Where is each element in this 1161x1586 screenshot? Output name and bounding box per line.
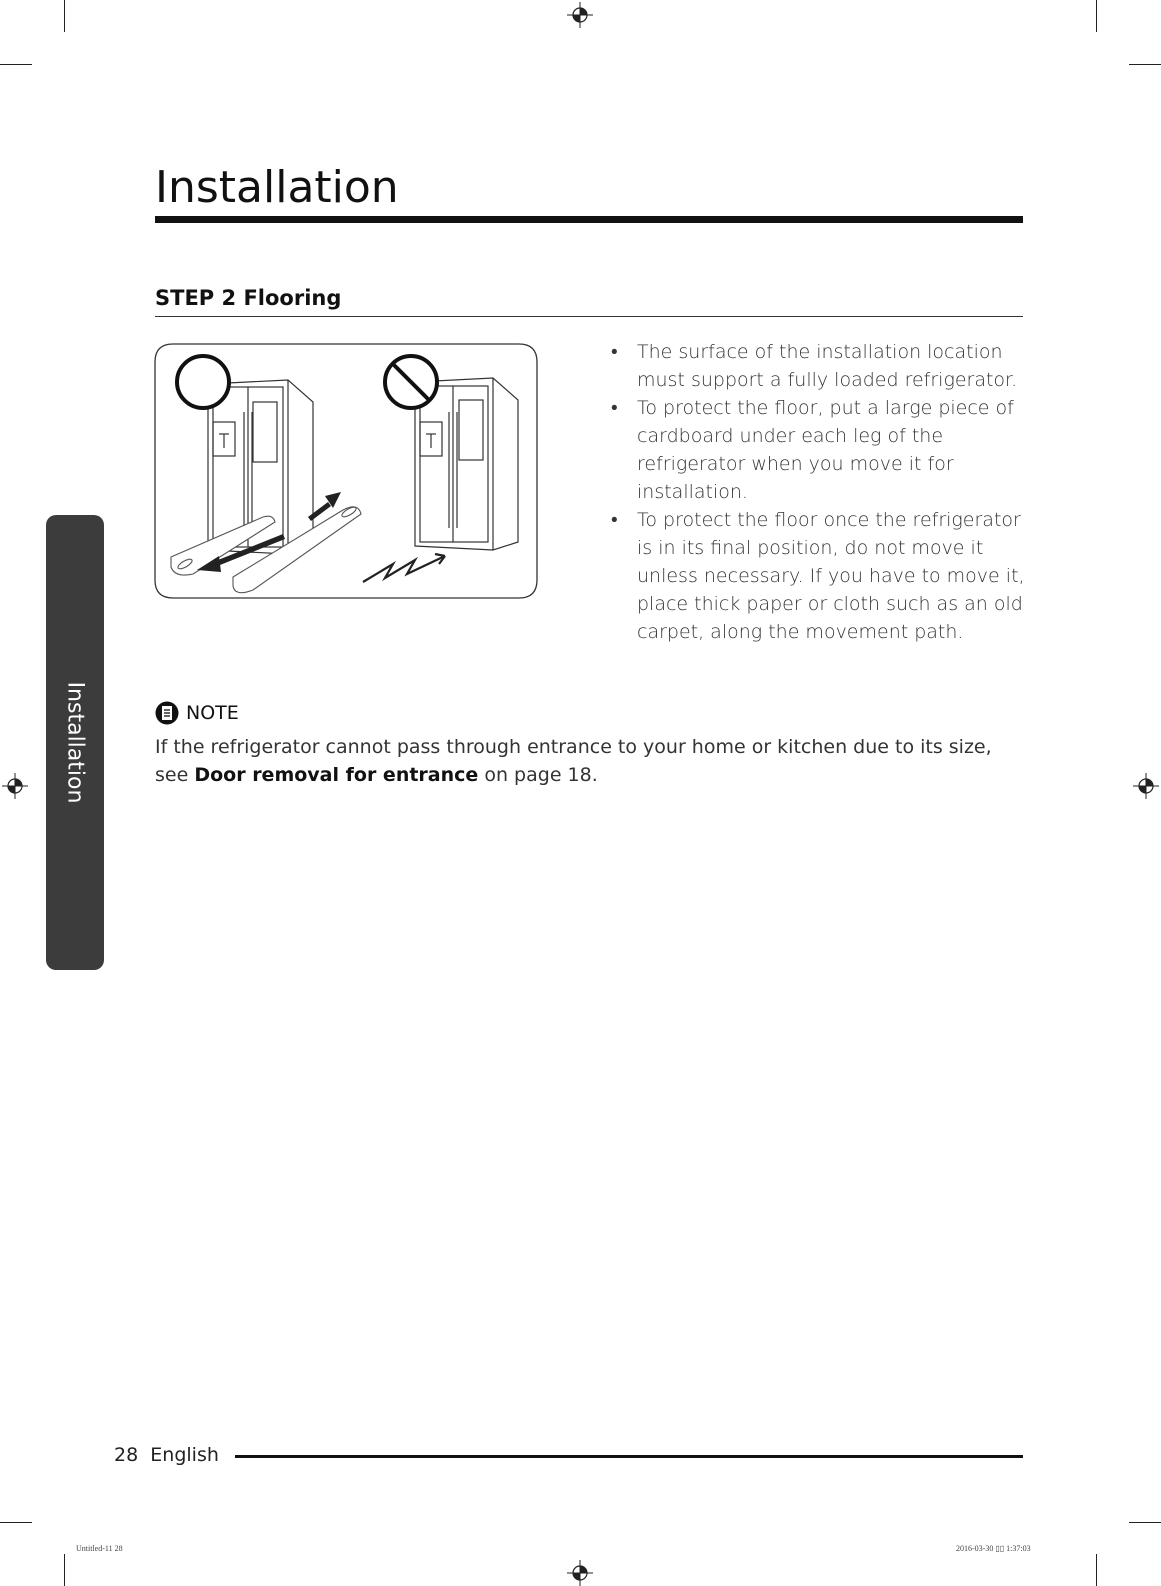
list-item [611,506,1031,646]
bullet-list [611,338,1031,646]
bullet-marker: • [611,397,618,419]
registration-mark-icon [1133,773,1159,799]
note-text [155,733,1025,789]
bullet-text: To protect the floor once the refrigerator is in its final position, do not move it unless necessary. If you have to move it, place thick paper or cloth such as an old carpet, along the movement path. [637,509,1025,643]
title-rule [155,216,1023,223]
footer-rule [235,1455,1023,1458]
print-slug-left: Untitled-11 28 [76,1544,123,1553]
registration-mark-icon [567,2,593,28]
side-tab-label: Installation [62,681,88,804]
crop-mark [64,1554,65,1586]
print-slug-right: 2016-03-30 ▯▯ 1:37:03 [956,1544,1031,1553]
list-item [611,338,1031,394]
bullet-marker: • [611,509,618,531]
bullet-marker: • [611,341,618,363]
refrigerator-right [415,378,518,550]
step-prefix: STEP [155,286,215,310]
crop-mark [1129,64,1161,65]
step-number: 2 [221,286,237,310]
page-language: English [150,1444,219,1466]
crop-mark [0,64,32,65]
note-icon [155,701,179,725]
note-label: NOTE [186,702,239,724]
crop-mark [0,1522,32,1523]
flooring-illustration [153,342,543,604]
crop-mark [1096,0,1097,32]
step-name: Flooring [243,286,342,310]
registration-mark-icon [567,1560,593,1586]
step-rule [155,316,1023,317]
scratch-arrow-icon [363,554,445,582]
bullet-text: To protect the floor, put a large piece of cardboard under each leg of the refrigerator when you move it for installation. [637,397,1014,503]
side-tab-label-wrap [46,515,104,970]
prohibited-icon [385,356,437,408]
list-item [611,394,1031,506]
page-footer [114,1441,219,1469]
page-title: Installation [155,162,399,213]
bullet-text: The surface of the installation location must support a fully loaded refrigerator. [637,341,1018,391]
crop-mark [64,0,65,32]
circle-ok-icon [177,356,229,408]
step-heading [155,284,341,312]
note-text-after: on page 18. [478,764,598,786]
registration-mark-icon [2,773,28,799]
page-number: 28 [114,1444,139,1466]
door-removal-link[interactable]: Door removal for entrance [194,764,479,786]
crop-mark [1096,1554,1097,1586]
note-text-before: If the refrigerator cannot pass through entrance to your home or kitchen due to its size, see [155,736,992,786]
crop-mark [1129,1522,1161,1523]
